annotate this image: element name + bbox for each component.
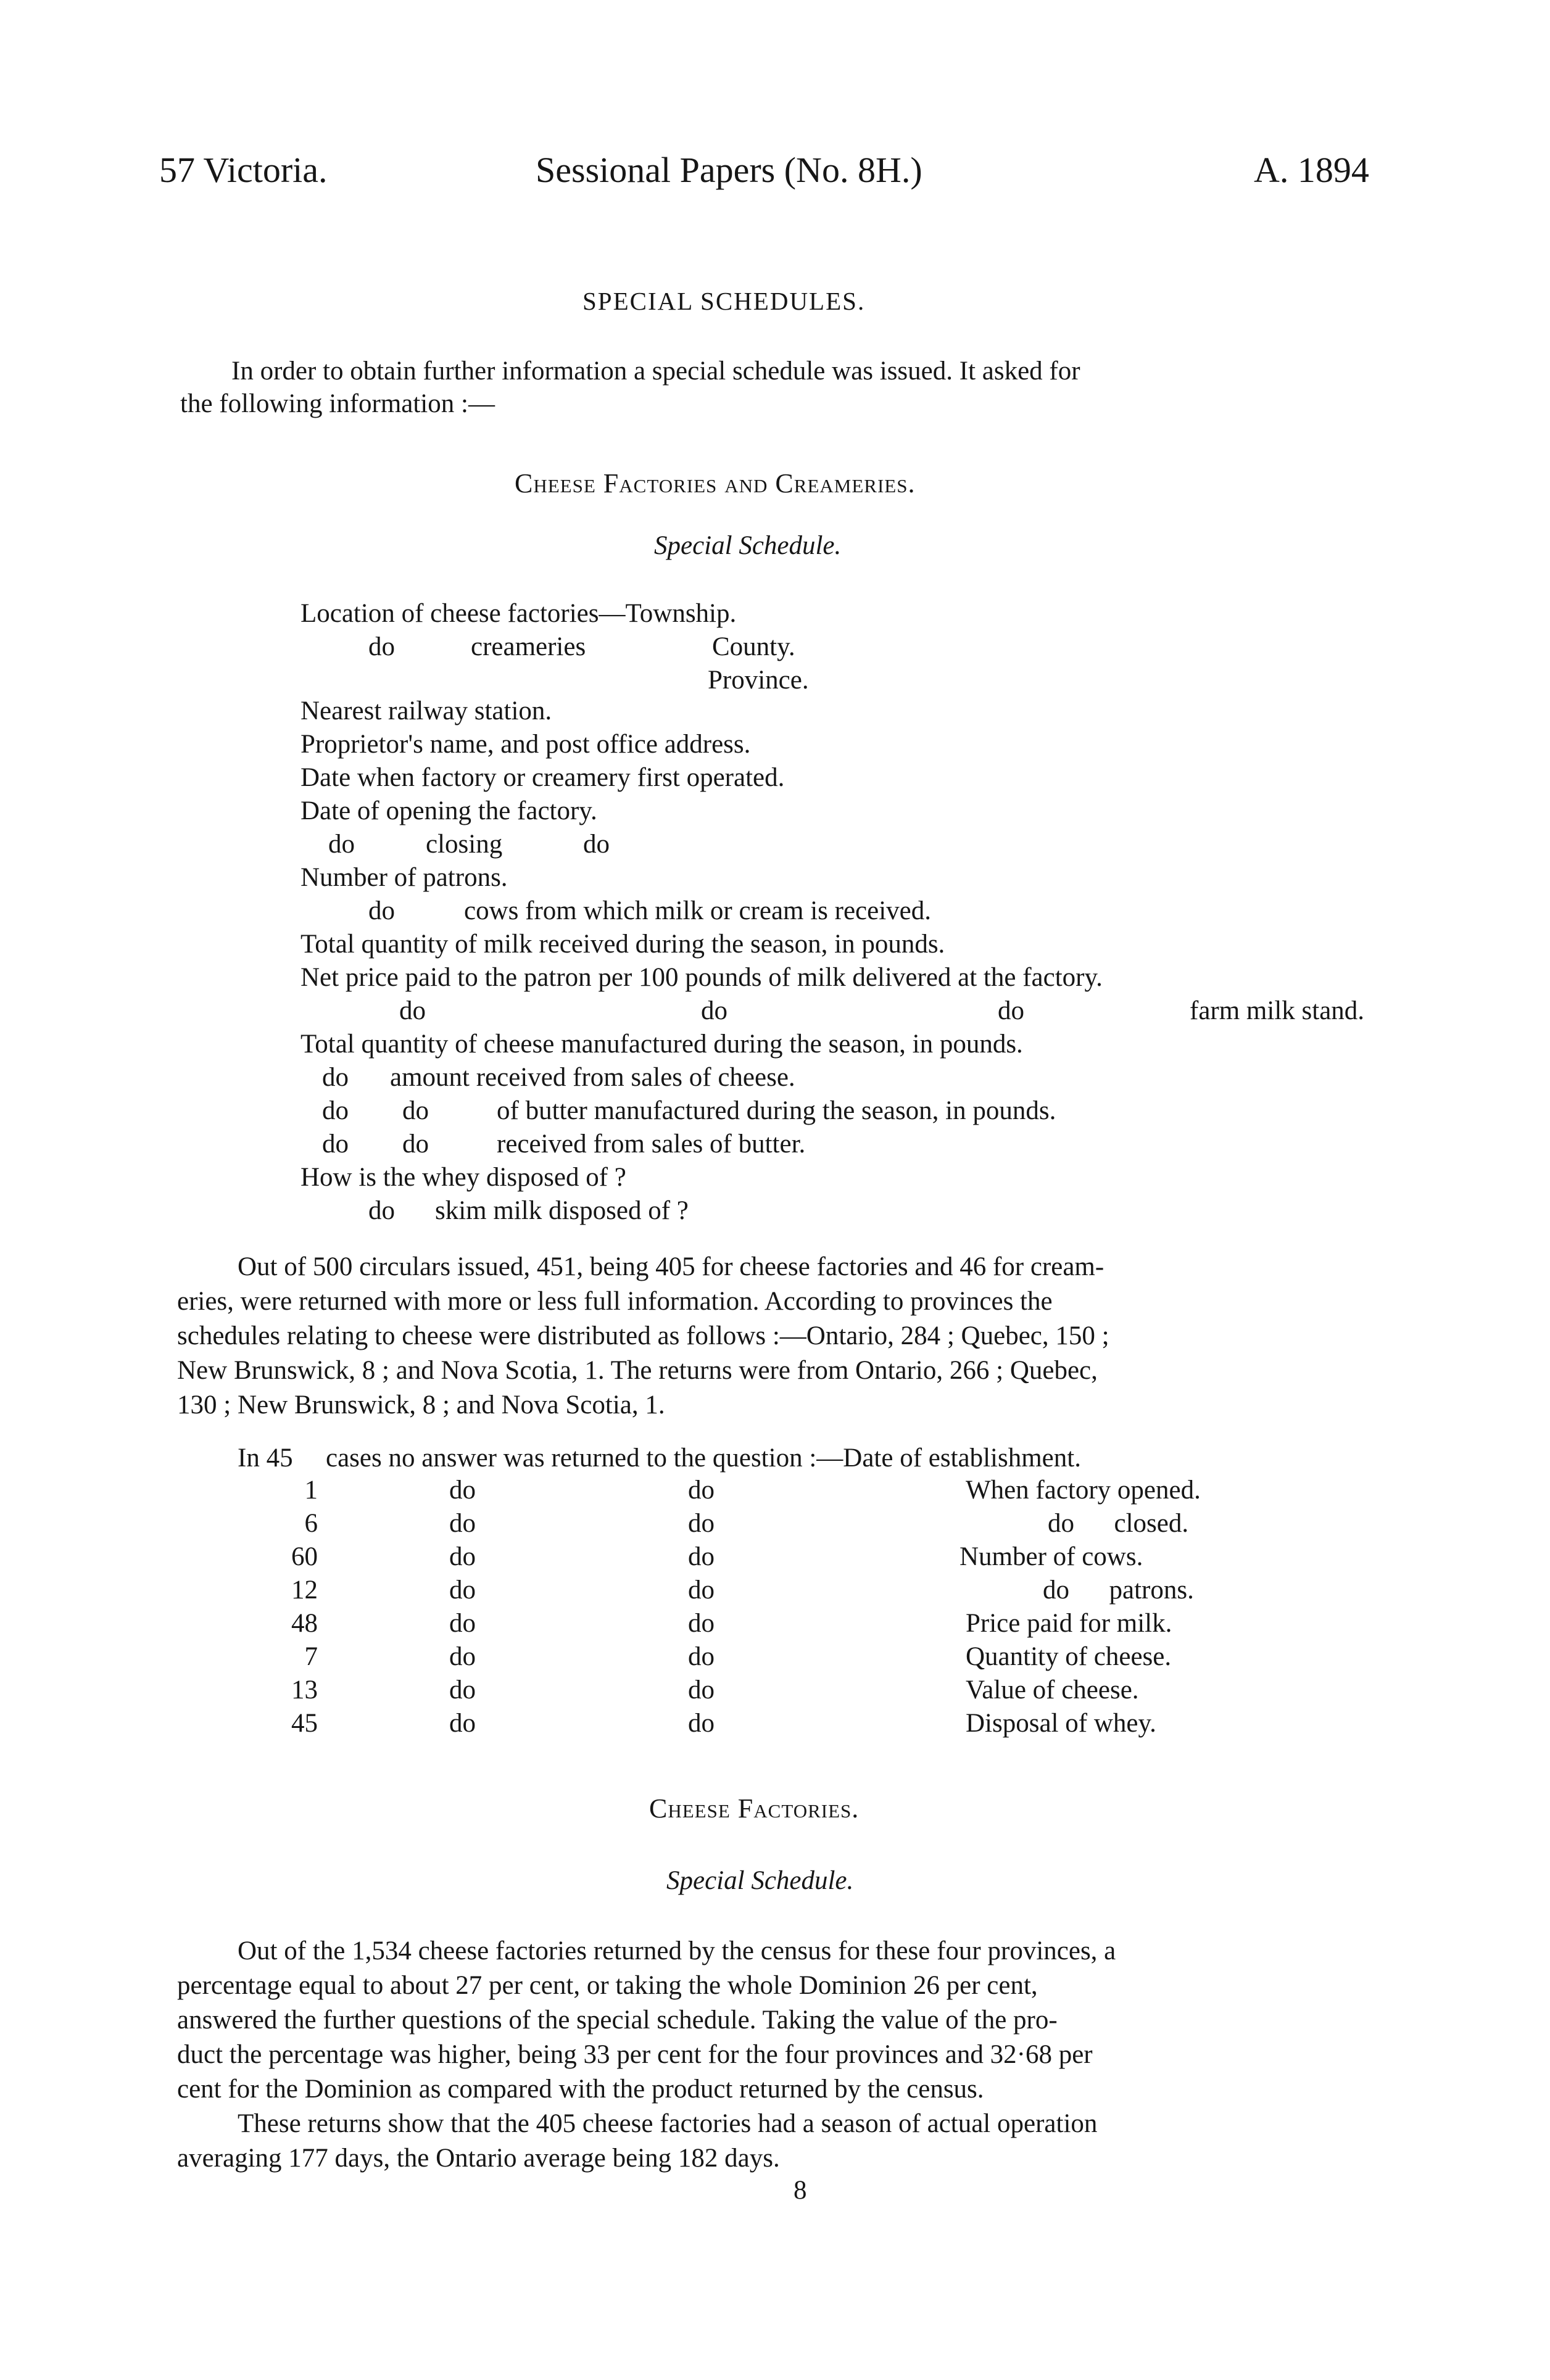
- paragraph-line: These returns show that the 405 cheese factories had a season of actual operation: [238, 2109, 1098, 2138]
- question-cell: Disposal of whey.: [966, 1709, 1156, 1738]
- schedule-item-do: do: [322, 1130, 349, 1159]
- do-cell: do: [449, 1576, 476, 1605]
- do-cell: do: [688, 1576, 715, 1605]
- question-cell: Quantity of cheese.: [966, 1642, 1172, 1671]
- count-cell: 13: [291, 1676, 318, 1704]
- section-subheading-schedule: Special Schedule.: [666, 1866, 854, 1895]
- do-cell: do: [688, 1542, 715, 1571]
- section-heading-cheese-factories: Cheese Factories.: [649, 1793, 860, 1824]
- schedule-item: cows from which milk or cream is received.: [464, 896, 932, 925]
- section-heading-cheese-creameries: Cheese Factories and Creameries.: [515, 468, 916, 498]
- header-year: A. 1894: [1254, 150, 1369, 190]
- schedule-item: Location of cheese factories—Township.: [300, 599, 737, 628]
- do-cell: do: [449, 1509, 476, 1538]
- schedule-item: Proprietor's name, and post office address.: [300, 730, 751, 759]
- count-cell: 1: [304, 1476, 318, 1505]
- paragraph-line: Out of the 1,534 cheese factories returned by the census for these four provinces, a: [238, 1936, 1116, 1965]
- do-cell: do: [688, 1509, 715, 1538]
- paragraph-line: eries, were returned with more or less full information. According to provinces the: [177, 1287, 1053, 1316]
- schedule-item: Province.: [708, 666, 809, 695]
- schedule-item-do: do: [402, 1096, 429, 1125]
- schedule-item: Nearest railway station.: [300, 696, 552, 725]
- paragraph-line: 130 ; New Brunswick, 8 ; and Nova Scotia, 1.: [177, 1390, 665, 1419]
- schedule-item: received from sales of butter.: [497, 1130, 806, 1159]
- paragraph-line: answered the further questions of the special schedule. Taking the value of the pro-: [177, 2006, 1058, 2035]
- schedule-item-do: do: [328, 830, 355, 859]
- schedule-item-do: do: [402, 1130, 429, 1159]
- count-cell: 12: [291, 1576, 318, 1605]
- schedule-item-do: do: [322, 1096, 349, 1125]
- do-cell: do: [449, 1542, 476, 1571]
- schedule-item: County.: [712, 632, 795, 661]
- schedule-item: farm milk stand.: [1190, 996, 1365, 1025]
- question-cell: When factory opened.: [966, 1476, 1201, 1505]
- schedule-item-do: do: [583, 830, 610, 859]
- paragraph-line: schedules relating to cheese were distributed as follows :—Ontario, 284 ; Quebec, 150 ;: [177, 1321, 1109, 1350]
- do-cell: do: [449, 1676, 476, 1704]
- schedule-item-do: do: [368, 896, 395, 925]
- do-cell: do: [449, 1609, 476, 1638]
- schedule-item: of butter manufactured during the season, in pounds.: [497, 1096, 1056, 1125]
- paragraph-line: percentage equal to about 27 per cent, or taking the whole Dominion 26 per cent,: [177, 1971, 1038, 2000]
- count-cell: 60: [291, 1542, 318, 1571]
- paragraph-line: New Brunswick, 8 ; and Nova Scotia, 1. The returns were from Ontario, 266 ; Quebec,: [177, 1356, 1098, 1385]
- page-number: 8: [794, 2176, 807, 2205]
- question-cell: Value of cheese.: [966, 1676, 1139, 1704]
- do-cell: do: [688, 1709, 715, 1738]
- section-subheading-schedule: Special Schedule.: [654, 531, 842, 560]
- question-cell: do closed.: [1048, 1509, 1189, 1538]
- missing-answers-count: In 45: [238, 1444, 293, 1473]
- do-cell: do: [688, 1642, 715, 1671]
- schedule-item: How is the whey disposed of ?: [300, 1163, 626, 1192]
- header-volume: 57 Victoria.: [159, 150, 328, 190]
- paragraph-line: averaging 177 days, the Ontario average being 182 days.: [177, 2144, 780, 2173]
- do-cell: do: [688, 1676, 715, 1704]
- schedule-item: Net price paid to the patron per 100 pounds of milk delivered at the factory.: [300, 963, 1103, 992]
- count-cell: 7: [304, 1642, 318, 1671]
- schedule-item: Total quantity of cheese manufactured during the season, in pounds.: [300, 1030, 1023, 1059]
- intro-line-1: In order to obtain further information a special schedule was issued. It asked for: [231, 357, 1080, 386]
- schedule-item: Date when factory or creamery first operated.: [300, 763, 785, 792]
- schedule-item-do: do: [322, 1063, 349, 1092]
- count-cell: 45: [291, 1709, 318, 1738]
- schedule-item-do: do: [998, 996, 1024, 1025]
- do-cell: do: [449, 1709, 476, 1738]
- schedule-item: amount received from sales of cheese.: [390, 1063, 795, 1092]
- schedule-item-do: do: [701, 996, 727, 1025]
- question-cell: Price paid for milk.: [966, 1609, 1172, 1638]
- schedule-item: Date of opening the factory.: [300, 796, 597, 825]
- schedule-item-do: do: [368, 632, 395, 661]
- schedule-item: Number of patrons.: [300, 863, 508, 892]
- header-title: Sessional Papers (No. 8H.): [536, 150, 922, 190]
- paragraph-line: duct the percentage was higher, being 33 per cent for the four provinces and 32·68 per: [177, 2040, 1093, 2069]
- question-cell: do patrons.: [1043, 1576, 1194, 1605]
- do-cell: do: [449, 1476, 476, 1505]
- intro-line-2: the following information :—: [180, 389, 495, 418]
- page-title: SPECIAL SCHEDULES.: [582, 287, 866, 315]
- schedule-item-do: do: [399, 996, 426, 1025]
- schedule-item-do: do: [368, 1196, 395, 1225]
- question-cell: Number of cows.: [959, 1542, 1143, 1571]
- count-cell: 6: [304, 1509, 318, 1538]
- paragraph-line: Out of 500 circulars issued, 451, being 405 for cheese factories and 46 for cream-: [238, 1252, 1104, 1281]
- schedule-item: creameries: [471, 632, 586, 661]
- schedule-item: skim milk disposed of ?: [435, 1196, 689, 1225]
- schedule-item: Total quantity of milk received during the season, in pounds.: [300, 930, 945, 959]
- schedule-item: closing: [426, 830, 503, 859]
- count-cell: 48: [291, 1609, 318, 1638]
- do-cell: do: [688, 1609, 715, 1638]
- missing-answers-intro: cases no answer was returned to the question :—Date of establishment.: [326, 1444, 1081, 1473]
- do-cell: do: [449, 1642, 476, 1671]
- paragraph-line: cent for the Dominion as compared with the product returned by the census.: [177, 2075, 984, 2104]
- do-cell: do: [688, 1476, 715, 1505]
